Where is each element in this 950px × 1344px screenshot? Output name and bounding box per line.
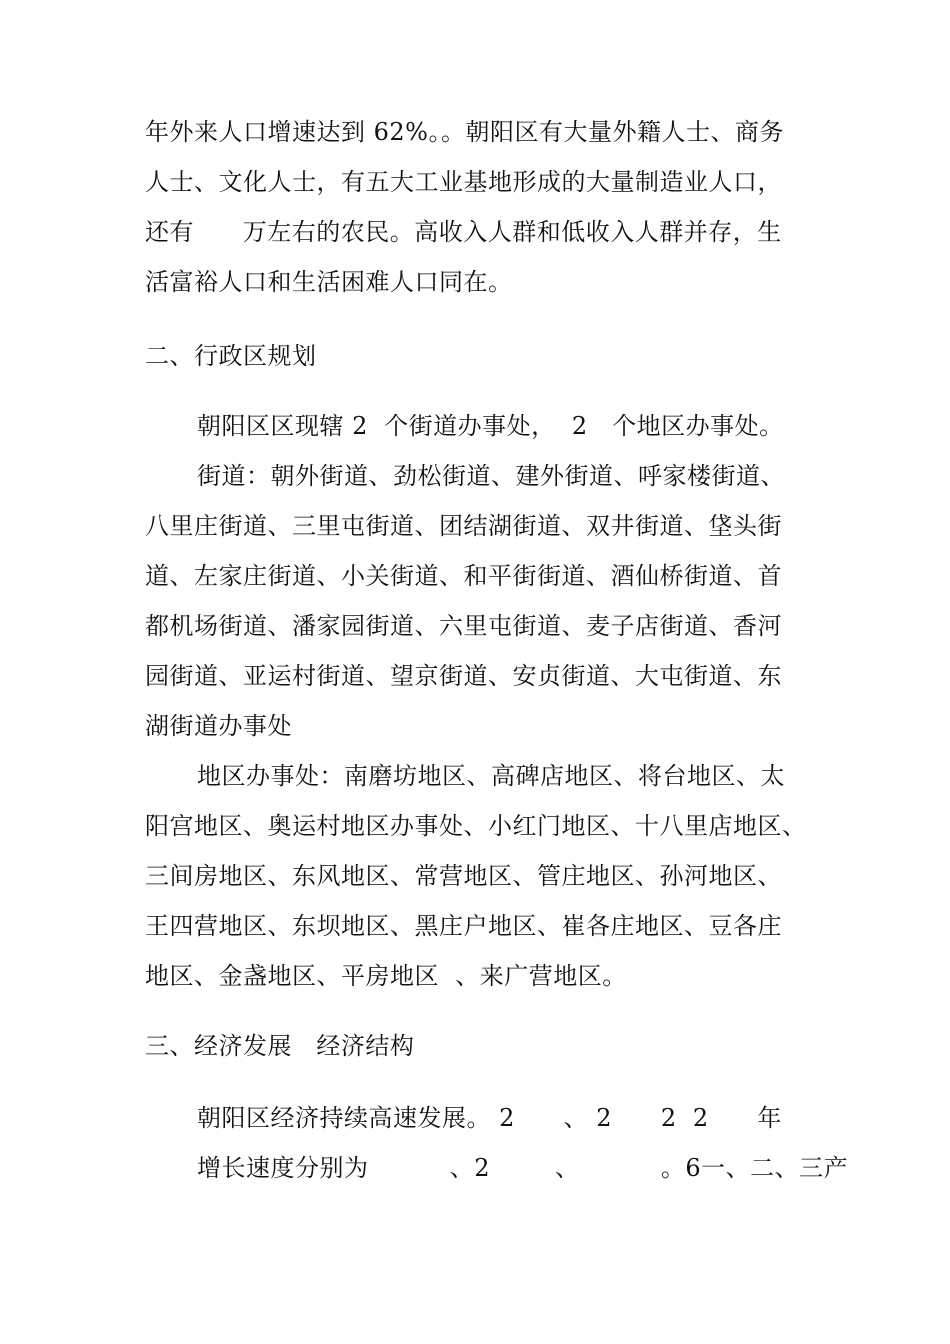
paragraph-line: 王四营地区、东坝地区、黑庄户地区、崔各庄地区、豆各庄 [145, 912, 782, 940]
paragraph-line: 都机场街道、潘家园街道、六里屯街道、麦子店街道、香河 [145, 612, 782, 640]
paragraph-line: 人士、文化人士，有五大工业基地形成的大量制造业人口， [145, 168, 782, 196]
paragraph-line: 园街道、亚运村街道、望京街道、安贞街道、大屯街道、东 [145, 662, 782, 690]
paragraph-line: 还有 万左右的农民。高收入人群和低收入人群并存，生 [145, 218, 782, 246]
paragraph-line: 三间房地区、东风地区、常营地区、管庄地区、孙河地区、 [145, 862, 782, 890]
paragraph-line: 街道：朝外街道、劲松街道、建外街道、呼家楼街道、 [197, 462, 785, 490]
paragraph-line: 朝阳区区现辖 2 个街道办事处， 2 个地区办事处。 [197, 412, 784, 440]
paragraph-line: 年外来人口增速达到 62%。。朝阳区有大量外籍人士、商务 [145, 118, 784, 146]
section-heading: 二、行政区规划 [145, 342, 317, 370]
paragraph-line: 朝阳区经济持续高速发展。 2 、 2 2 2 年 [197, 1104, 782, 1132]
paragraph-line: 道、左家庄街道、小关街道、和平街街道、酒仙桥街道、首 [145, 562, 782, 590]
paragraph-line: 活富裕人口和生活困难人口同在。 [145, 268, 513, 296]
section-heading: 三、经济发展 经济结构 [145, 1032, 415, 1060]
paragraph-line: 地区办事处：南磨坊地区、高碑店地区、将台地区、太 [197, 762, 785, 790]
paragraph-line: 湖街道办事处 [145, 712, 292, 740]
paragraph-line: 地区、金盏地区、平房地区 、来广营地区。 [145, 962, 627, 990]
paragraph-line: 八里庄街道、三里屯街道、团结湖街道、双井街道、垡头街 [145, 512, 782, 540]
paragraph-line: 增长速度分别为 、2 、 。6一、二、三产 [197, 1154, 849, 1182]
paragraph-line: 阳宫地区、奥运村地区办事处、小红门地区、十八里店地区、 [145, 812, 807, 840]
